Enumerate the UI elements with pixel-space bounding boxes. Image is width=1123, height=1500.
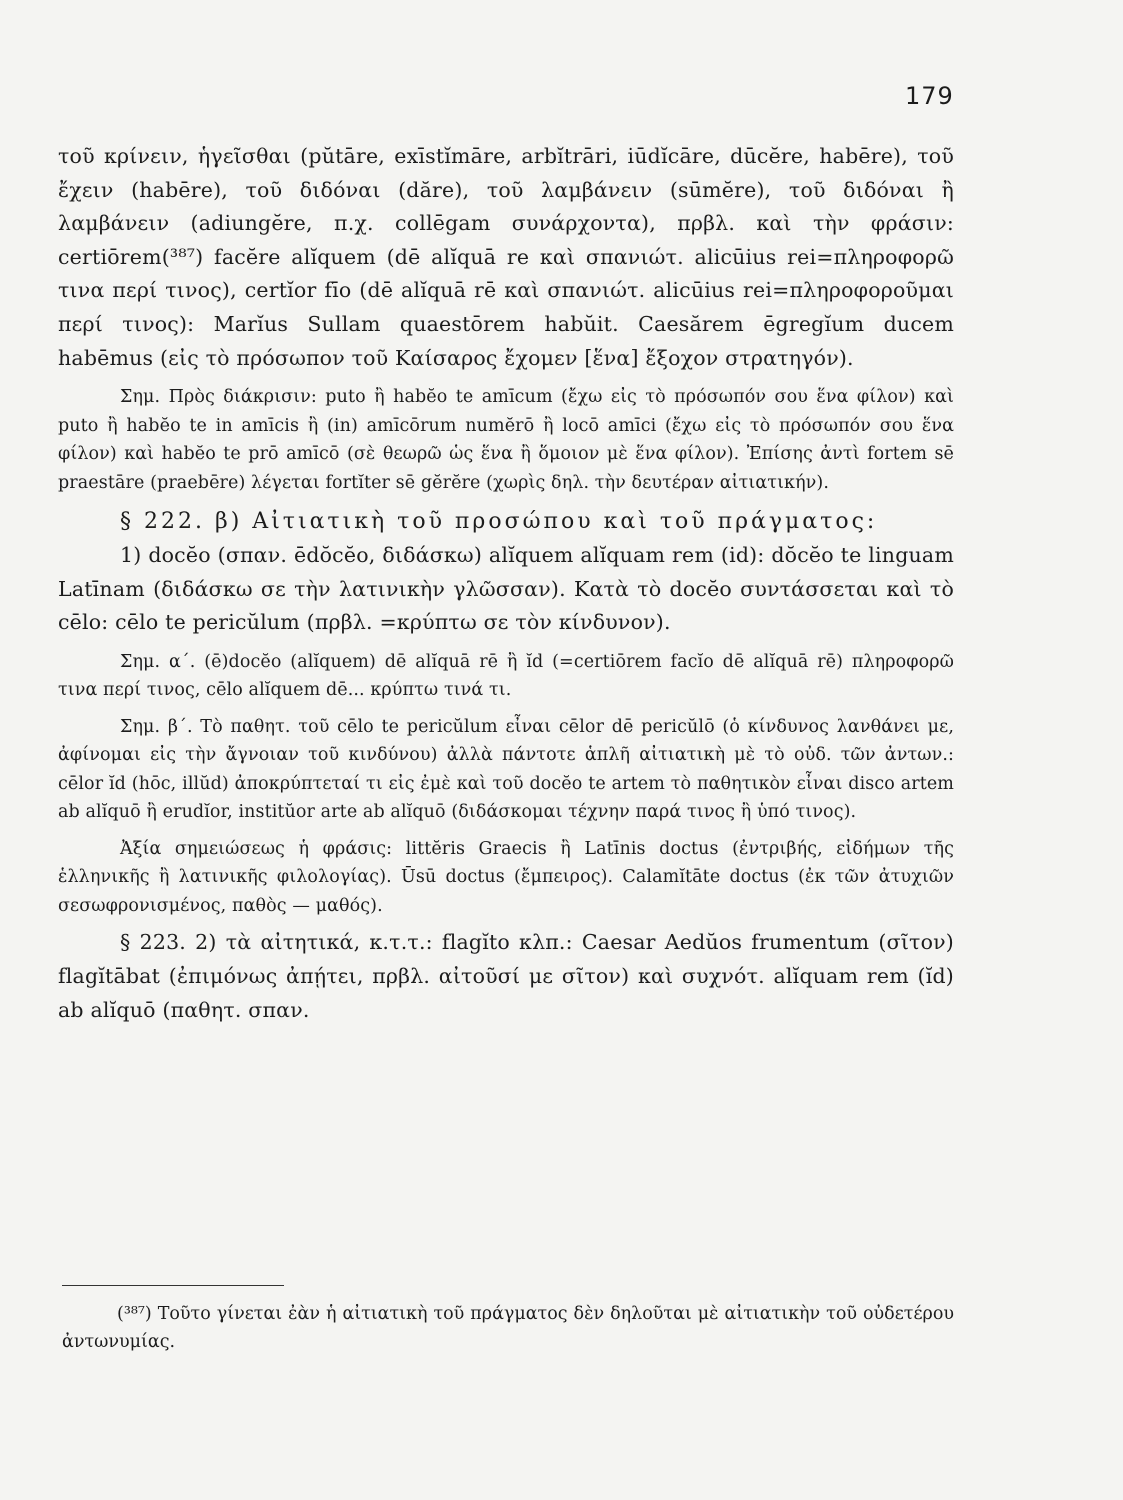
paragraph-verbs-of-considering: τοῦ κρίνειν, ἡγεῖσθαι (pŭtāre, exīstĭmāre, arbĭtrāri, iūdĭcāre, dūcĕre, habēre), τοῦ ἔχειν (habēre), τοῦ διδόναι (dăre), τοῦ λαμβάνειν (sūmĕre), τοῦ διδόναι ἢ λαμβάνειν (adiungĕre, π.χ. collēgam συνάρχοντα), πρβλ. καὶ τὴν φράσιν: certiōrem(³⁸⁷) facĕre alĭquem (dē alĭquā re καὶ σπανιώτ. alicūius rei=πληροφορῶ τινα περί τινος), certĭor fīo (dē alĭquā rē καὶ σπανιώτ. alicūius rei=πληροφοροῦμαι περί τινος): Marĭus Sullam quaestōrem habŭit. Caesărem ēgregĭum ducem habēmus (εἰς τὸ πρόσωπον τοῦ Καίσαρος ἔχομεν [ἕνα] ἔξοχον στρατηγόν). (58, 144, 954, 370)
paragraph-doceo: 1) docĕo (σπαν. ēdŏcĕo, διδάσκω) alĭquem alĭquam rem (id): dŏcĕo te linguam Latīnam (διδάσκω σε τὴν λατινικὴν γλῶσσαν). Κατὰ τὸ docĕo συντάσσεται καὶ τὸ cēlo: cēlo te pericŭlum (πρβλ. =κρύπτω σε τὸν κίνδυνον). (58, 543, 954, 635)
section-heading-222: § 222. β) Αἰτιατικὴ τοῦ προσώπου καὶ τοῦ πράγματος: (120, 509, 878, 535)
note-phrase: Ἀξία σημειώσεως ἡ φράσις: littĕris Graecis ἢ Latīnis doctus (ἐντριβής, εἰδήμων τῆς ἑλληνικῆς ἢ λατινικῆς φιλολογίας). Ūsū doctus (ἔμπειρος). Calamĭtāte doctus (ἐκ τῶν ἀτυχιῶν σεσωφρονισμένος, παθὸς — μαθός). (58, 838, 954, 916)
paragraph-223: § 223. 2) τὰ αἰτητικά, κ.τ.τ.: flagĭto κλπ.: Caesar Aedŭos frumentum (σῖτον) flagĭtābat (ἐπιμόνως ἀπῄτει, πρβλ. αἰτοῦσί με σῖτον) καὶ συχνότ. alĭquam rem (ĭd) ab alĭquō (παθητ. σπαν. (58, 930, 954, 1022)
note-distinction: Σημ. Πρὸς διάκρισιν: puto ἢ habĕo te amīcum (ἔχω εἰς τὸ πρόσωπόν σου ἕνα φίλον) καὶ puto ἢ habĕo te in amīcis ἢ (in) amīcōrum numĕrō ἢ locō amīci (ἔχω εἰς τὸ πρόσωπόν σου ἕνα φίλον) καὶ habĕo te prō amīcō (σὲ θεωρῶ ὡς ἕνα ἢ ὅμοιον μὲ ἕνα φίλον). Ἐπίσης ἀντὶ fortem sē praestāre (praebēre) λέγεται fortĭter sē gĕrĕre (χωρὶς δηλ. τὴν δευτέραν αἰτιατικήν). (58, 387, 954, 493)
footnote-divider (62, 1285, 284, 1286)
main-text-block (58, 140, 954, 1027)
footnote-387: (³⁸⁷) Τοῦτο γίνεται ἐὰν ἡ αἰτιατικὴ τοῦ πράγματος δὲν δηλοῦται μὲ αἰτιατικὴν τοῦ οὐδετέρου ἀντωνυμίας. (62, 1304, 954, 1352)
note-alpha: Σημ. α΄. (ē)docĕo (alĭquem) dē alĭquā rē ἢ ĭd (=certiōrem facĭo dē alĭquā rē) πληροφορῶ τινα περί τινος, cēlo alĭquem dē... κρύπτω τινά τι. (58, 651, 954, 701)
note-beta: Σημ. β΄. Τὸ παθητ. τοῦ cēlo te pericŭlum εἶναι cēlor dē pericŭlō (ὁ κίνδυνος λανθάνει με, ἀφίνομαι εἰς τὴν ἄγνοιαν τοῦ κινδύνου) ἀλλὰ πάντοτε ἁπλῆ αἰτιατικὴ μὲ τὸ οὐδ. τῶν ἀντων.: cēlor ĭd (hōc, illŭd) ἀποκρύπτεταί τι εἰς ἐμὲ καὶ τοῦ docĕo te artem τὸ παθητικὸν εἶναι disco artem ab alĭquō ἢ erudĭor, institŭor arte ab alĭquō (διδάσκομαι τέχνην παρά τινος ἢ ὑπό τινος). (58, 716, 954, 823)
page-number: 179 (905, 82, 954, 110)
